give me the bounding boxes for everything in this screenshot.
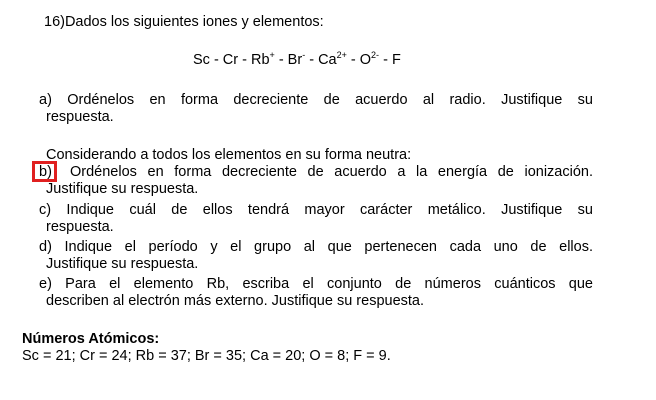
item-b-line2: Justifique su respuesta. (46, 181, 199, 197)
item-e-line2: describen al electrón más externo. Justifique su respuesta. (46, 293, 425, 309)
formula-part-o: - O (346, 52, 372, 68)
formula-part-br: - Br (274, 52, 303, 68)
formula-charge-rb: + (269, 50, 275, 60)
formula-part-sc: Sc - Cr - Rb (193, 52, 270, 68)
formula-part-ca: - Ca (305, 52, 337, 68)
formula-part-f: - F (379, 52, 401, 68)
ion-formula (193, 52, 401, 70)
item-d-line2: Justifique su respuesta. (46, 256, 199, 272)
item-c-line1: c) Indique cuál de ellos tendrá mayor carácter metálico. Justifique su (39, 202, 593, 218)
formula-charge-ca: 2+ (336, 50, 347, 60)
formula-charge-br: - (302, 50, 306, 60)
item-b-marker: b) (39, 164, 52, 180)
item-a-line1: a) Ordénelos en forma decreciente de acuerdo al radio. Justifique su (39, 92, 593, 108)
item-c-line2: respuesta. (46, 219, 114, 235)
item-d-line1: d) Indique el período y el grupo al que pertenecen cada uno de ellos. (39, 239, 593, 255)
atomic-numbers-values: Sc = 21; Cr = 24; Rb = 37; Br = 35; Ca = 20; O = 8; F = 9. (22, 348, 391, 364)
formula-charge-o: 2- (371, 50, 380, 60)
problem-title: 16)Dados los siguientes iones y elementos: (44, 14, 324, 30)
item-a-line2: respuesta. (46, 109, 114, 125)
item-e-line1: e) Para el elemento Rb, escriba el conjunto de números cuánticos que (39, 276, 593, 292)
atomic-numbers-heading: Números Atómicos: (22, 331, 160, 347)
considering-text: Considerando a todos los elementos en su forma neutra: (46, 147, 412, 163)
item-b-line1: Ordénelos en forma decreciente de acuerdo a la energía de ionización. (70, 164, 593, 180)
